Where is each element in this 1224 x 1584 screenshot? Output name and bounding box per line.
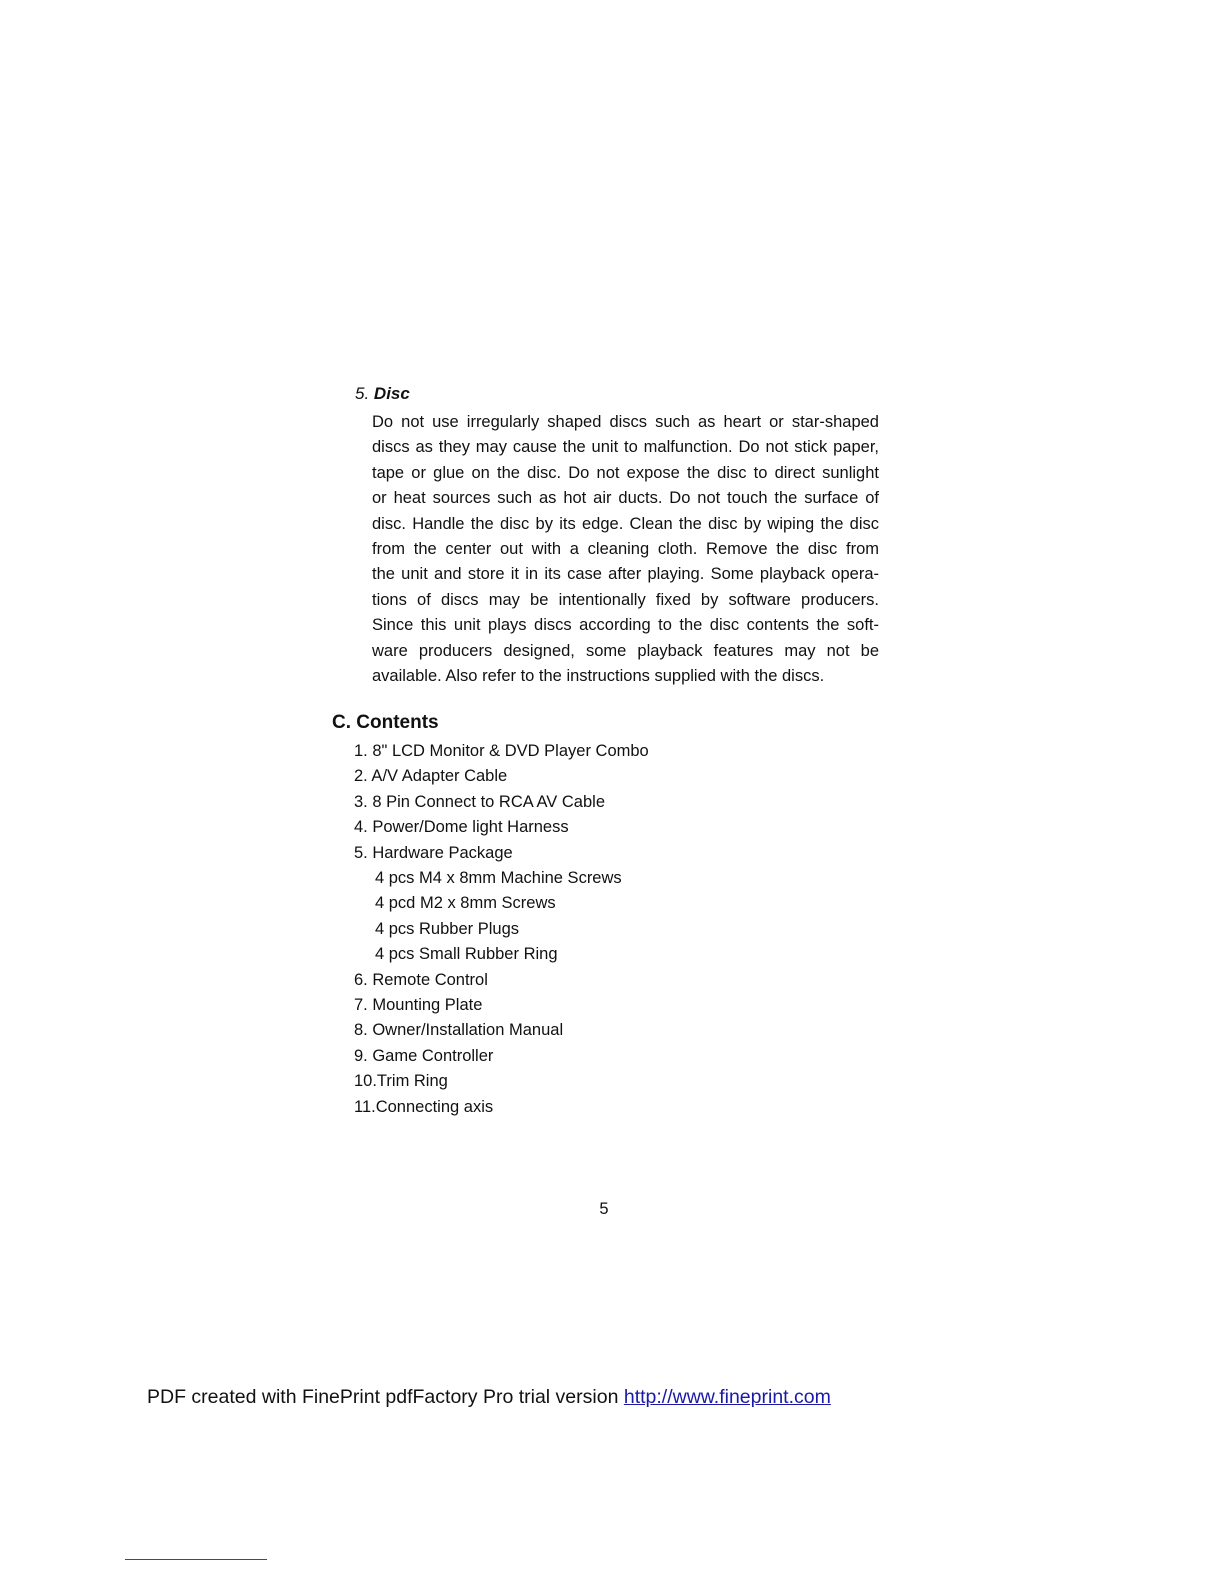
list-subitem: 4 pcs M4 x 8mm Machine Screws <box>375 869 622 888</box>
list-item: 6. Remote Control <box>354 970 488 989</box>
list-subitem: 4 pcd M2 x 8mm Screws <box>375 894 556 913</box>
disc-body-line: available. Also refer to the instructions supplied with the discs. <box>372 667 825 686</box>
disc-body-line: or heat sources such as hot air ducts. Do not touch the surface of <box>372 489 879 508</box>
disc-body-line: the unit and store it in its case after playing. Some playback opera- <box>372 565 879 584</box>
disc-section-heading <box>355 384 410 404</box>
disc-body-line: Since this unit plays discs according to the disc contents the soft- <box>372 616 879 635</box>
bottom-divider <box>125 1559 267 1560</box>
list-item: 7. Mounting Plate <box>354 996 483 1015</box>
disc-body-line: ware producers designed, some playback features may not be <box>372 641 879 660</box>
disc-section-number: 5. <box>355 384 370 403</box>
disc-body-line: tions of discs may be intentionally fixed by software producers. <box>372 590 879 609</box>
disc-section-title: Disc <box>373 384 410 403</box>
list-subitem: 4 pcs Small Rubber Ring <box>375 945 558 964</box>
list-item: 10.Trim Ring <box>354 1072 448 1091</box>
footer-notice <box>147 1386 831 1409</box>
disc-body-line: discs as they may cause the unit to malfunction. Do not stick paper, <box>372 438 879 457</box>
footer-text: PDF created with FinePrint pdfFactory Pro trial version <box>147 1386 624 1408</box>
disc-section-body <box>372 410 879 689</box>
list-item: 4. Power/Dome light Harness <box>354 818 569 837</box>
list-item: 1. 8" LCD Monitor & DVD Player Combo <box>354 742 649 760</box>
contents-section-heading: C. Contents <box>332 712 439 733</box>
list-subitem: 4 pcs Rubber Plugs <box>375 919 519 938</box>
list-item: 5. Hardware Package <box>354 843 513 862</box>
disc-body-line: from the center out with a cleaning cloth. Remove the disc from <box>372 540 879 559</box>
disc-body-line: disc. Handle the disc by its edge. Clean the disc by wiping the disc <box>372 514 879 533</box>
list-item: 3. 8 Pin Connect to RCA AV Cable <box>354 792 606 811</box>
list-item: 2. A/V Adapter Cable <box>354 767 508 786</box>
disc-body-line: tape or glue on the disc. Do not expose the disc to direct sunlight <box>372 463 879 482</box>
list-item: 11.Connecting axis <box>354 1097 494 1116</box>
list-item: 9. Game Controller <box>354 1046 494 1065</box>
footer-link[interactable]: http://www.fineprint.com <box>623 1386 831 1408</box>
page-number: 5 <box>599 1200 609 1218</box>
contents-list <box>354 739 649 1120</box>
list-item: 8. Owner/Installation Manual <box>354 1021 564 1040</box>
disc-body-line: Do not use irregularly shaped discs such as heart or star-shaped <box>372 413 879 431</box>
